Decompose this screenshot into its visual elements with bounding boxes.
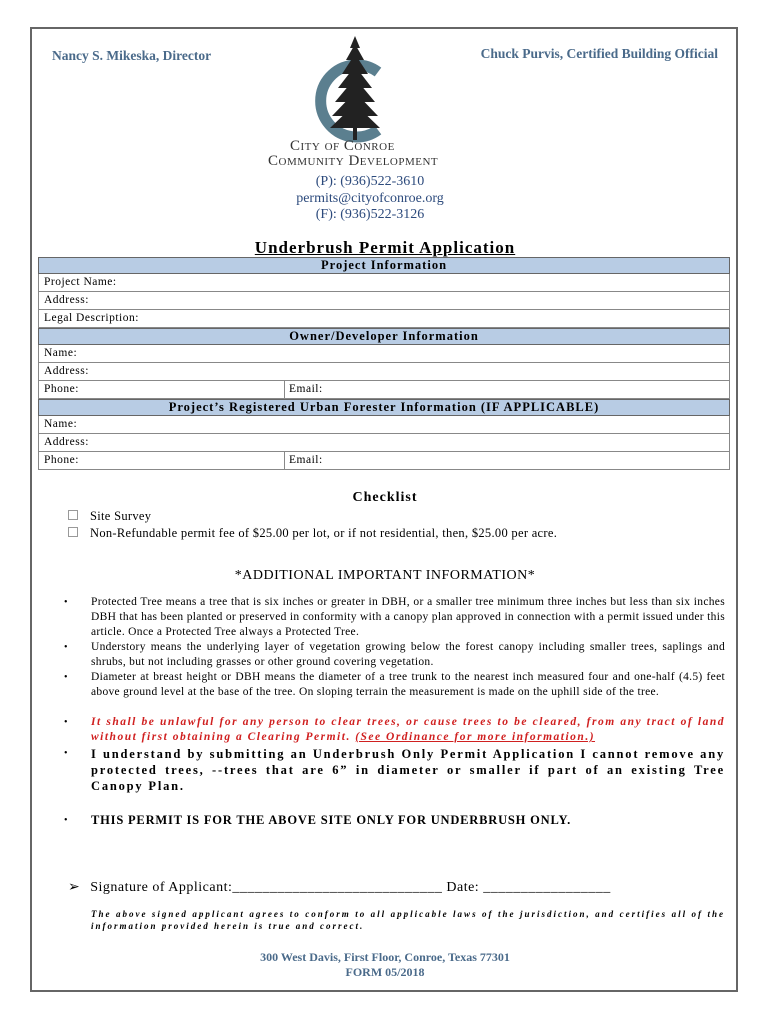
forester-phone-field[interactable] [38, 452, 730, 470]
dbh-definition: Diameter at breast height or DBH means the diameter of a tree trunk to the nearest inch measured four and one-half (4.5) feet above ground level at the base of the tree. On sloping terrain the measurement is made on the uphill side of the tree. [91, 671, 725, 698]
org-name-line2: Community Development [268, 153, 439, 169]
checklist-item-label: Site Survey [90, 509, 152, 523]
forester-email-field[interactable] [284, 452, 323, 469]
signature-label: Signature of Applicant:____________________________ Date: _________________ [90, 880, 611, 895]
owner-phone-field[interactable] [38, 381, 730, 399]
checklist-item-permit-fee[interactable] [68, 526, 557, 541]
forester-address-field[interactable] [38, 434, 730, 452]
clearing-warning [91, 715, 725, 745]
bullet-icon: • [64, 717, 68, 728]
signature-line[interactable] [68, 879, 611, 896]
underbrush-only-statement: THIS PERMIT IS FOR THE ABOVE SITE ONLY FOR UNDERBRUSH ONLY. [91, 813, 572, 827]
project-name-label: Project Name: [44, 276, 117, 288]
owner-address-label: Address: [44, 365, 89, 377]
additional-info-title: *ADDITIONAL IMPORTANT INFORMATION* [234, 568, 536, 583]
clearing-warning-text: It shall be unlawful for any person to clear trees, or cause trees to be cleared, from any tract of land without first obtaining a Clearing Permit. [91, 716, 725, 743]
owner-name-field[interactable] [38, 345, 730, 363]
city-logo-icon [300, 34, 410, 154]
project-name-field[interactable] [38, 274, 730, 292]
owner-email-field[interactable] [284, 381, 323, 398]
checklist-item-site-survey[interactable] [68, 509, 151, 524]
building-official-name: Chuck Purvis, Certified Building Official [480, 46, 718, 61]
acknowledgement-statement: I understand by submitting an Underbrush Only Permit Application I cannot remove any protected trees, --trees that are 6” in diameter or smaller if part of an existing Tree Canopy Plan. [91, 747, 725, 793]
checkbox-permit-fee[interactable] [68, 527, 78, 537]
owner-address-field[interactable] [38, 363, 730, 381]
agreement-statement: The above signed applicant agrees to conform to all applicable laws of the jurisdiction, and certifies all of the information provided herein is true and correct. [91, 909, 725, 931]
protected-tree-definition: Protected Tree means a tree that is six inches or greater in DBH, or a smaller tree minimum three inches but less than six inches DBH that has been planted or preserved in conformity with a canopy plan approved in connection with a permit issued under this article. Once a Protected Tree always a Protected Tree. [91, 596, 725, 638]
arrow-icon: ➢ [68, 880, 81, 895]
forester-phone-label: Phone: [44, 454, 79, 466]
org-name-line1: City of Conroe [290, 138, 395, 154]
project-address-field[interactable] [38, 292, 730, 310]
bullet-icon: • [64, 815, 68, 826]
owner-phone-label: Phone: [44, 383, 79, 395]
forester-name-label: Name: [44, 418, 78, 430]
phone-number: (P): (936)522-3610 [315, 174, 425, 189]
ordinance-link[interactable]: (See Ordinance for more information.) [355, 731, 596, 743]
owner-name-label: Name: [44, 347, 78, 359]
understory-definition: Understory means the underlying layer of vegetation growing below the forest canopy including smaller trees, saplings and shrubs, but not including grasses or other ground covering vegetation. [91, 641, 725, 668]
forester-name-field[interactable] [38, 416, 730, 434]
bullet-icon: • [64, 597, 68, 608]
owner-email-label: Email: [289, 383, 323, 395]
form-number: FORM 05/2018 [345, 965, 425, 979]
project-address-label: Address: [44, 294, 89, 306]
bullet-icon: • [64, 748, 68, 759]
checklist-title: Checklist [352, 490, 418, 505]
legal-description-field[interactable] [38, 310, 730, 328]
director-name: Nancy S. Mikeska, Director [52, 48, 212, 63]
footer-address: 300 West Davis, First Floor, Conroe, Texas 77301 [260, 950, 510, 964]
legal-description-label: Legal Description: [44, 312, 139, 324]
email-address[interactable]: permits@cityofconroe.org [296, 191, 444, 206]
forester-address-label: Address: [44, 436, 89, 448]
fax-number: (F): (936)522-3126 [315, 207, 425, 222]
project-info-heading: Project Information [38, 257, 730, 274]
checklist-item-label: Non-Refundable permit fee of $25.00 per lot, or if not residential, then, $25.00 per acre. [90, 526, 558, 540]
checkbox-site-survey[interactable] [68, 510, 78, 520]
owner-info-heading: Owner/Developer Information [38, 328, 730, 345]
bullet-icon: • [64, 642, 68, 653]
forester-info-heading: Project’s Registered Urban Forester Information (IF APPLICABLE) [38, 399, 730, 416]
page-title: Underbrush Permit Application [254, 238, 516, 257]
forester-email-label: Email: [289, 454, 323, 466]
bullet-icon: • [64, 672, 68, 683]
